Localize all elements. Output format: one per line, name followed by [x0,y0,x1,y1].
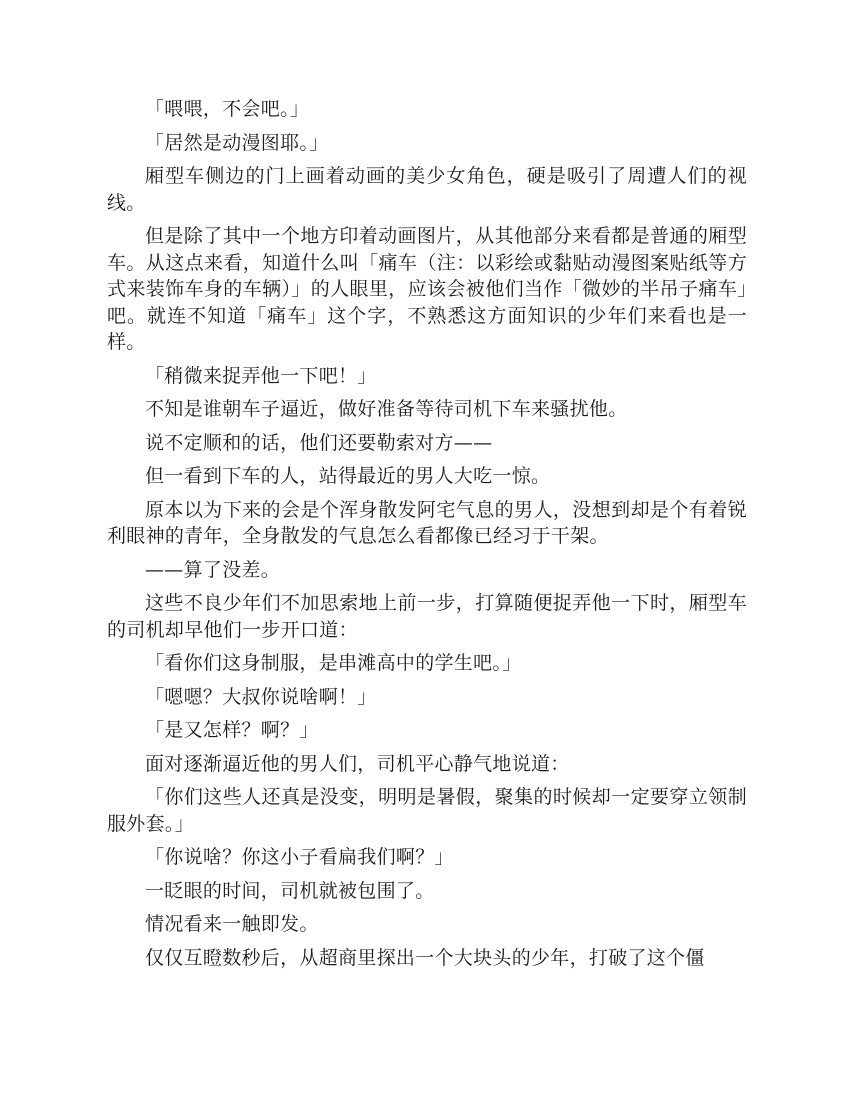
paragraph-18: 一眨眼的时间，司机就被包围了。 [145,879,435,902]
paragraph-8: 但一看到下车的人，站得最近的男人大吃一惊。 [145,465,551,487]
paragraph-16: 「你们这些人还真是没变，明明是暑假，聚集的时候却一定要穿立领制服外套。」 [107,786,747,835]
paragraph-19: 情况看来一触即发。 [145,913,319,935]
paragraph-10: ——算了没差。 [145,558,281,581]
paragraph-7: 说不定顺和的话，他们还要勒索对方—— [145,431,493,454]
document-page [107,96,747,978]
paragraph-20: 仅仅互瞪数秒后，从超商里探出一个大块头的少年，打破了这个僵 [145,946,705,969]
paragraph-1: 「喂喂，不会吧。」 [145,98,310,120]
paragraph-4: 但是除了其中一个地方印着动画图片，从其他部分来看都是普通的厢型车。从这点来看，知道什么叫「痛车（注：以彩绘或黏贴动漫图案贴纸等方式来装饰车身的车辆）」的人眼里，应该会被他们当作「微妙的半吊子痛车」吧。就连不知道「痛车」这个字，不熟悉这方面知识的少年们来看也是一样。 [107,225,747,353]
paragraph-13: 「嗯嗯？大叔你说啥啊！」 [145,685,377,708]
paragraph-3: 厢型车侧边的门上画着动画的美少女角色，硬是吸引了周遭人们的视线。 [107,165,747,214]
paragraph-17: 「你说啥？你这小子看扁我们啊？」 [145,846,454,868]
paragraph-12: 「看你们这身制服，是串滩高中的学生吧。」 [145,652,522,674]
paragraph-2: 「居然是动漫图耶。」 [145,131,329,154]
paragraph-14: 「是又怎样？啊？」 [145,719,319,741]
paragraph-11: 这些不良少年们不加思索地上前一步，打算随便捉弄他一下时，厢型车的司机却早他们一步开口道： [107,592,747,641]
paragraph-5: 「稍微来捉弄他一下吧！」 [145,364,377,387]
paragraph-15: 面对逐渐逼近他的男人们，司机平心静气地说道： [145,752,570,775]
paragraph-6: 不知是谁朝车子逼近，做好准备等待司机下车来骚扰他。 [145,398,628,420]
paragraph-9: 原本以为下来的会是个浑身散发阿宅气息的男人，没想到却是个有着锐利眼神的青年，全身散发的气息怎么看都像已经习于干架。 [107,498,747,547]
